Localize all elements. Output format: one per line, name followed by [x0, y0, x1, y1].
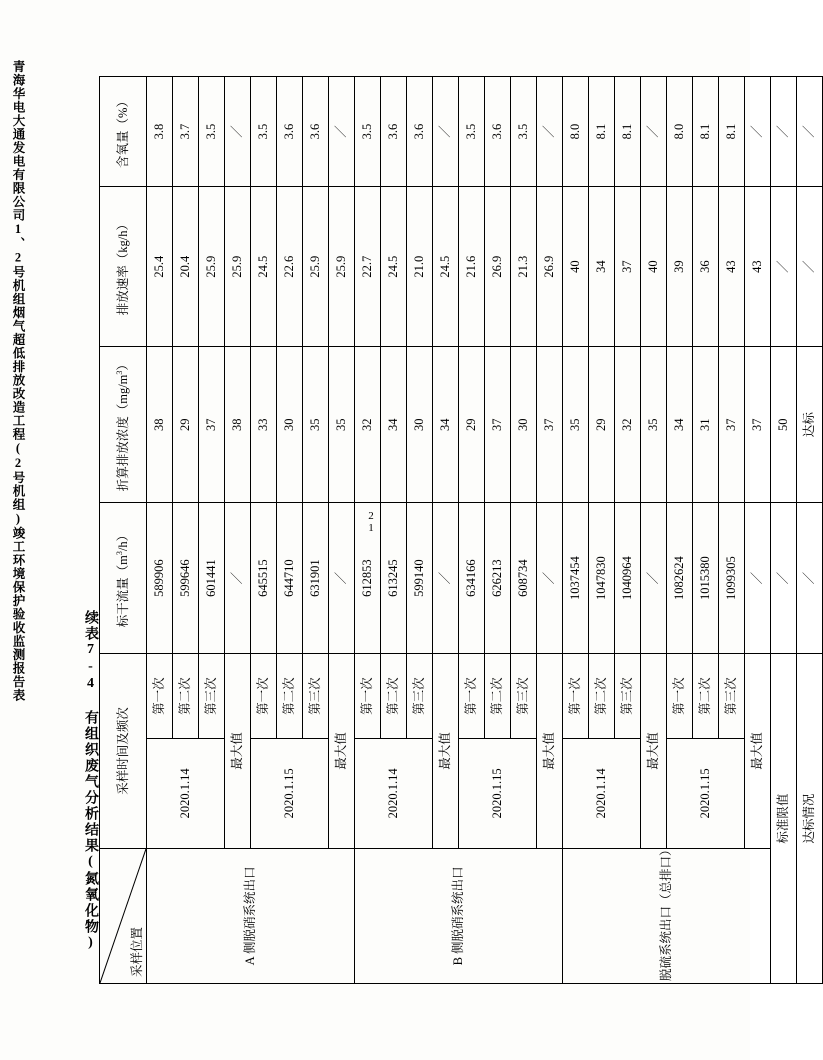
- cell-converted-concentration: 30: [407, 347, 433, 503]
- cell-emission-rate: 25.9: [225, 187, 251, 347]
- cell-standard-flow: ／: [225, 503, 251, 654]
- cell-converted-concentration: 34: [667, 347, 693, 503]
- cell-frequency: 最大值: [537, 654, 563, 849]
- cell-frequency: 第二次: [173, 654, 199, 739]
- cell-standard-flow: 589906: [147, 503, 173, 654]
- table-row: [355, 77, 381, 984]
- cell-emission-rate: ／: [771, 187, 797, 347]
- table-row: [329, 77, 355, 984]
- cell-emission-rate: 20.4: [173, 187, 199, 347]
- cell-emission-rate: 25.9: [199, 187, 225, 347]
- cell-frequency: 第三次: [303, 654, 329, 739]
- cell-frequency: 最大值: [433, 654, 459, 849]
- cell-standard-flow: 631901: [303, 503, 329, 654]
- cell-converted-concentration: 37: [199, 347, 225, 503]
- table-row: [537, 77, 563, 984]
- cell-converted-concentration: 30: [511, 347, 537, 503]
- cell-oxygen-content: 3.6: [407, 77, 433, 187]
- cell-converted-concentration: 31: [693, 347, 719, 503]
- cell-oxygen-content: ／: [797, 77, 823, 187]
- cell-frequency: 最大值: [745, 654, 771, 849]
- header-position-label: 采样位置: [129, 926, 144, 977]
- cell-emission-rate: 25.4: [147, 187, 173, 347]
- cell-standard-flow: 608734: [511, 503, 537, 654]
- cell-emission-rate: 22.6: [277, 187, 303, 347]
- cell-standard-flow: 601441: [199, 503, 225, 654]
- cell-oxygen-content: 3.5: [199, 77, 225, 187]
- cell-frequency: 最大值: [641, 654, 667, 849]
- table-caption: 续表7-4 有组织废气分析结果(氮氧化物): [83, 610, 98, 952]
- cell-oxygen-content: 3.8: [147, 77, 173, 187]
- cell-oxygen-content: 3.6: [381, 77, 407, 187]
- cell-converted-concentration: 35: [303, 347, 329, 503]
- cell-converted-concentration: 50: [771, 347, 797, 503]
- cell-oxygen-content: 8.1: [589, 77, 615, 187]
- cell-standard-flow: ／: [329, 503, 355, 654]
- cell-frequency: 第二次: [381, 654, 407, 739]
- cell-emission-rate: 24.5: [433, 187, 459, 347]
- cell-frequency: 第一次: [459, 654, 485, 739]
- cell-standard-flow: ／: [433, 503, 459, 654]
- cell-sample-date: 2020.1.14: [355, 738, 433, 848]
- header-converted-concentration: 折算排放浓度$(mg/m^3)$: [100, 347, 147, 503]
- cell-emission-rate: 37: [615, 187, 641, 347]
- cell-converted-concentration: 35: [563, 347, 589, 503]
- table-header-row: [100, 77, 147, 984]
- table-body: [147, 77, 823, 984]
- cell-sample-date: 2020.1.15: [667, 738, 745, 848]
- cell-emission-rate: 34: [589, 187, 615, 347]
- cell-emission-rate: 26.9: [537, 187, 563, 347]
- header-oxygen-content: 含氧量（%）: [100, 77, 147, 187]
- cell-frequency: 第一次: [147, 654, 173, 739]
- cell-oxygen-content: 8.1: [615, 77, 641, 187]
- cell-converted-concentration: 37: [745, 347, 771, 503]
- cell-standard-flow: ／: [641, 503, 667, 654]
- cell-frequency: 第一次: [563, 654, 589, 739]
- cell-standard-flow: ／: [771, 503, 797, 654]
- cell-emission-rate: 39: [667, 187, 693, 347]
- cell-frequency: 第一次: [355, 654, 381, 739]
- cell-emission-rate: 36: [693, 187, 719, 347]
- cell-standard-flow: 1082624: [667, 503, 693, 654]
- cell-oxygen-content: 8.0: [667, 77, 693, 187]
- cell-frequency: 第二次: [693, 654, 719, 739]
- cell-emission-rate: ／: [797, 187, 823, 347]
- cell-standard-flow: 626213: [485, 503, 511, 654]
- header-position: [100, 848, 147, 983]
- cell-standard-flow: 1037454: [563, 503, 589, 654]
- cell-position: A 侧脱硝系统出口: [147, 848, 355, 983]
- cell-frequency: 第三次: [719, 654, 745, 739]
- header-datetime-freq: 采样时间及频次: [100, 654, 147, 849]
- cell-emission-rate: 24.5: [381, 187, 407, 347]
- cell-sample-date: 2020.1.15: [251, 738, 329, 848]
- cell-standard-flow: 644710: [277, 503, 303, 654]
- cell-frequency: 第三次: [511, 654, 537, 739]
- cell-standard-flow: ／: [537, 503, 563, 654]
- cell-converted-concentration: 29: [459, 347, 485, 503]
- cell-oxygen-content: 8.1: [719, 77, 745, 187]
- cell-frequency: 最大值: [225, 654, 251, 849]
- cell-emission-rate: 43: [719, 187, 745, 347]
- cell-oxygen-content: ／: [329, 77, 355, 187]
- cell-converted-concentration: 37: [719, 347, 745, 503]
- cell-converted-concentration: 29: [589, 347, 615, 503]
- cell-converted-concentration: 33: [251, 347, 277, 503]
- cell-sample-date: 2020.1.14: [563, 738, 641, 848]
- cell-standard-flow: 645515: [251, 503, 277, 654]
- cell-emission-rate: 21.6: [459, 187, 485, 347]
- cell-standard-flow: 1099305: [719, 503, 745, 654]
- cell-emission-rate: 25.9: [303, 187, 329, 347]
- cell-emission-rate: 40: [641, 187, 667, 347]
- cell-frequency: 第二次: [589, 654, 615, 739]
- cell-oxygen-content: 3.5: [251, 77, 277, 187]
- cell-oxygen-content: 3.6: [303, 77, 329, 187]
- table-row: [797, 77, 823, 984]
- cell-emission-rate: 26.9: [485, 187, 511, 347]
- cell-frequency: 第一次: [251, 654, 277, 739]
- cell-emission-rate: 25.9: [329, 187, 355, 347]
- cell-converted-concentration: 38: [147, 347, 173, 503]
- cell-oxygen-content: ／: [537, 77, 563, 187]
- cell-oxygen-content: 3.5: [459, 77, 485, 187]
- table-row: [433, 77, 459, 984]
- rotated-table-inner: [99, 76, 817, 984]
- table-row: [147, 77, 173, 984]
- cell-frequency: 第一次: [667, 654, 693, 739]
- cell-frequency: 最大值: [329, 654, 355, 849]
- cell-frequency: 第二次: [485, 654, 511, 739]
- document-running-header: 青海华电大通发电有限公司1、2号机组烟气超低排放改造工程(2号机组)竣工环境保护验收监测报告表: [11, 60, 25, 702]
- cell-standard-flow: 1047830: [589, 503, 615, 654]
- cell-converted-concentration: 34: [433, 347, 459, 503]
- header-emission-rate: 排放速率（kg/h）: [100, 187, 147, 347]
- cell-sample-date: 2020.1.15: [459, 738, 537, 848]
- cell-oxygen-content: ／: [771, 77, 797, 187]
- table-row: [745, 77, 771, 984]
- table-row: [563, 77, 589, 984]
- cell-oxygen-content: 3.7: [173, 77, 199, 187]
- cell-frequency: 第三次: [615, 654, 641, 739]
- cell-converted-concentration: 32: [615, 347, 641, 503]
- cell-converted-concentration: 34: [381, 347, 407, 503]
- cell-standard-flow: ／: [745, 503, 771, 654]
- cell-oxygen-content: 3.6: [277, 77, 303, 187]
- table-head: [100, 77, 147, 984]
- cell-oxygen-content: 3.5: [355, 77, 381, 187]
- cell-oxygen-content: ／: [641, 77, 667, 187]
- cell-frequency: 第三次: [199, 654, 225, 739]
- table-row: [225, 77, 251, 984]
- cell-converted-concentration: 38: [225, 347, 251, 503]
- cell-converted-concentration: 32: [355, 347, 381, 503]
- cell-emission-rate: 43: [745, 187, 771, 347]
- cell-standard-flow: 612853: [355, 503, 381, 654]
- cell-standard-flow: 634166: [459, 503, 485, 654]
- cell-converted-concentration: 37: [485, 347, 511, 503]
- cell-converted-concentration: 29: [173, 347, 199, 503]
- cell-position: 脱硫系统出口（总排口）: [563, 848, 771, 983]
- cell-standard-flow: 1015380: [693, 503, 719, 654]
- cell-standard-flow: 599140: [407, 503, 433, 654]
- page-number: 21: [365, 510, 377, 534]
- cell-oxygen-content: 3.6: [485, 77, 511, 187]
- cell-position: 标准限值: [771, 654, 797, 984]
- cell-emission-rate: 21.0: [407, 187, 433, 347]
- cell-position: 达标情况: [797, 654, 823, 984]
- cell-position: B 侧脱硝系统出口: [355, 848, 563, 983]
- cell-frequency: 第三次: [407, 654, 433, 739]
- table-row: [251, 77, 277, 984]
- cell-sample-date: 2020.1.14: [147, 738, 225, 848]
- cell-converted-concentration: 37: [537, 347, 563, 503]
- cell-frequency: 第二次: [277, 654, 303, 739]
- cell-standard-flow: 613245: [381, 503, 407, 654]
- cell-oxygen-content: 8.1: [693, 77, 719, 187]
- cell-standard-flow: 1040964: [615, 503, 641, 654]
- cell-standard-flow: 599646: [173, 503, 199, 654]
- cell-emission-rate: 40: [563, 187, 589, 347]
- cell-emission-rate: 24.5: [251, 187, 277, 347]
- cell-converted-concentration: 30: [277, 347, 303, 503]
- cell-standard-flow: ／: [797, 503, 823, 654]
- header-standard-flow: 标干流量$(m^3/h)$: [100, 503, 147, 654]
- cell-oxygen-content: 8.0: [563, 77, 589, 187]
- table-row: [771, 77, 797, 984]
- cell-oxygen-content: 3.5: [511, 77, 537, 187]
- cell-emission-rate: 22.7: [355, 187, 381, 347]
- cell-emission-rate: 21.3: [511, 187, 537, 347]
- cell-oxygen-content: ／: [433, 77, 459, 187]
- cell-oxygen-content: ／: [225, 77, 251, 187]
- cell-oxygen-content: ／: [745, 77, 771, 187]
- cell-converted-concentration: 达标: [797, 347, 823, 503]
- cell-converted-concentration: 35: [329, 347, 355, 503]
- emission-data-table: [99, 76, 823, 984]
- cell-converted-concentration: 35: [641, 347, 667, 503]
- table-row: [459, 77, 485, 984]
